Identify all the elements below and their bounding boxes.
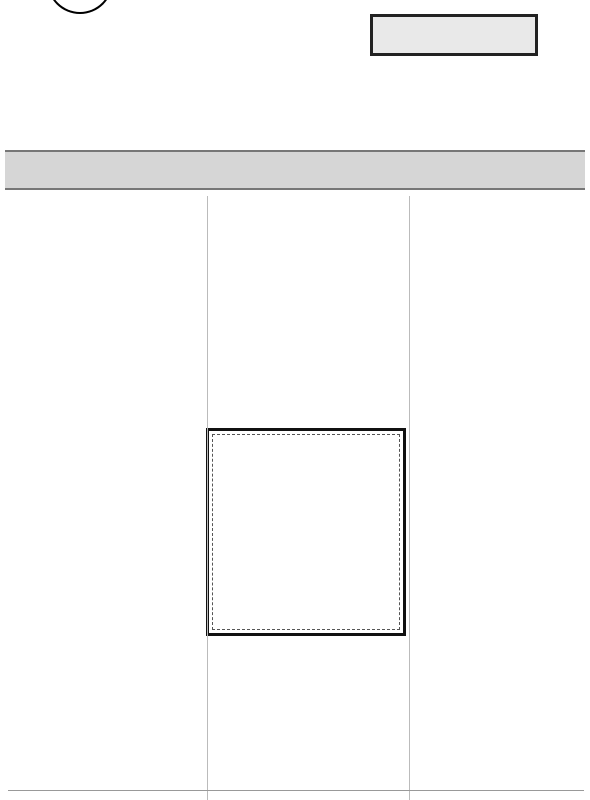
pull-quote-text xyxy=(212,434,400,630)
column-divider xyxy=(409,196,410,800)
article-column-middle xyxy=(212,196,404,426)
page-bottom-rule xyxy=(8,790,584,791)
article-subheadline xyxy=(5,150,585,190)
page-number-circle xyxy=(47,0,113,14)
column-divider xyxy=(207,196,208,800)
pull-quote-box xyxy=(206,428,406,636)
article-headline xyxy=(50,70,540,138)
series-title-box xyxy=(370,14,538,56)
article-column-left xyxy=(6,196,204,800)
article-column-right xyxy=(414,196,586,800)
article-byline xyxy=(40,28,255,56)
article-column-middle-continued xyxy=(212,640,404,800)
